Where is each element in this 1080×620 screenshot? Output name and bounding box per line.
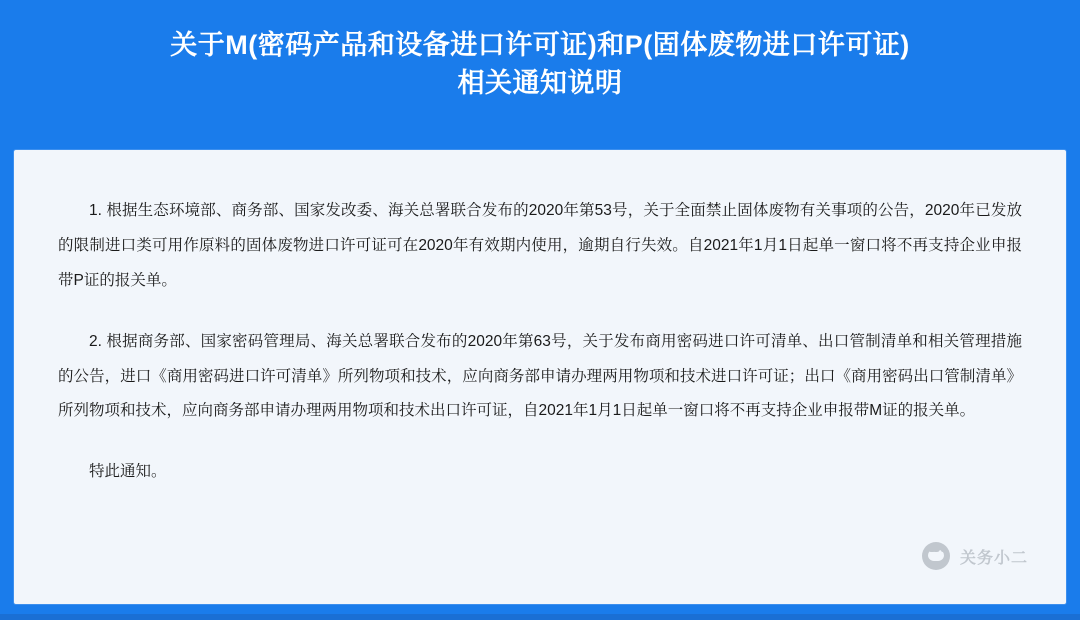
watermark-label: 关务小二 <box>959 549 1028 567</box>
notice-paragraph-3: 特此通知。 <box>89 463 167 481</box>
page-title-line-1: 关于M(密码产品和设备进口许可证)和P(固体废物进口许可证) <box>170 30 910 60</box>
wechat-account-icon <box>922 542 950 570</box>
bottom-bar <box>0 614 1080 620</box>
notice-card <box>14 150 1066 604</box>
notice-body <box>14 150 1066 510</box>
page-title <box>0 0 1080 120</box>
watermark <box>922 542 1028 570</box>
notice-paragraph-1: 1. 根据生态环境部、商务部、国家发改委、海关总署联合发布的2020年第53号，关于全面禁止固体废物有关事项的公告，2020年已发放的限制进口类可用作原料的固体废物进口许可证可在2020年有效期内使用，逾期自行失效。自2021年1月1日起单一窗口将不再支持企业申报带P证的报关单。 <box>58 202 1022 289</box>
page-title-line-2: 相关通知说明 <box>457 68 623 98</box>
notice-paragraph-2: 2. 根据商务部、国家密码管理局、海关总署联合发布的2020年第63号，关于发布商用密码进口许可清单、出口管制清单和相关管理措施的公告，进口《商用密码进口许可清单》所列物项和技术，应向商务部申请办理两用物项和技术进口许可证；出口《商用密码出口管制清单》所列物项和技术，应向商务部申请办理两用物项和技术出口许可证，自2021年1月1日起单一窗口将不再支持企业申报带M证的报关单。 <box>58 332 1022 420</box>
